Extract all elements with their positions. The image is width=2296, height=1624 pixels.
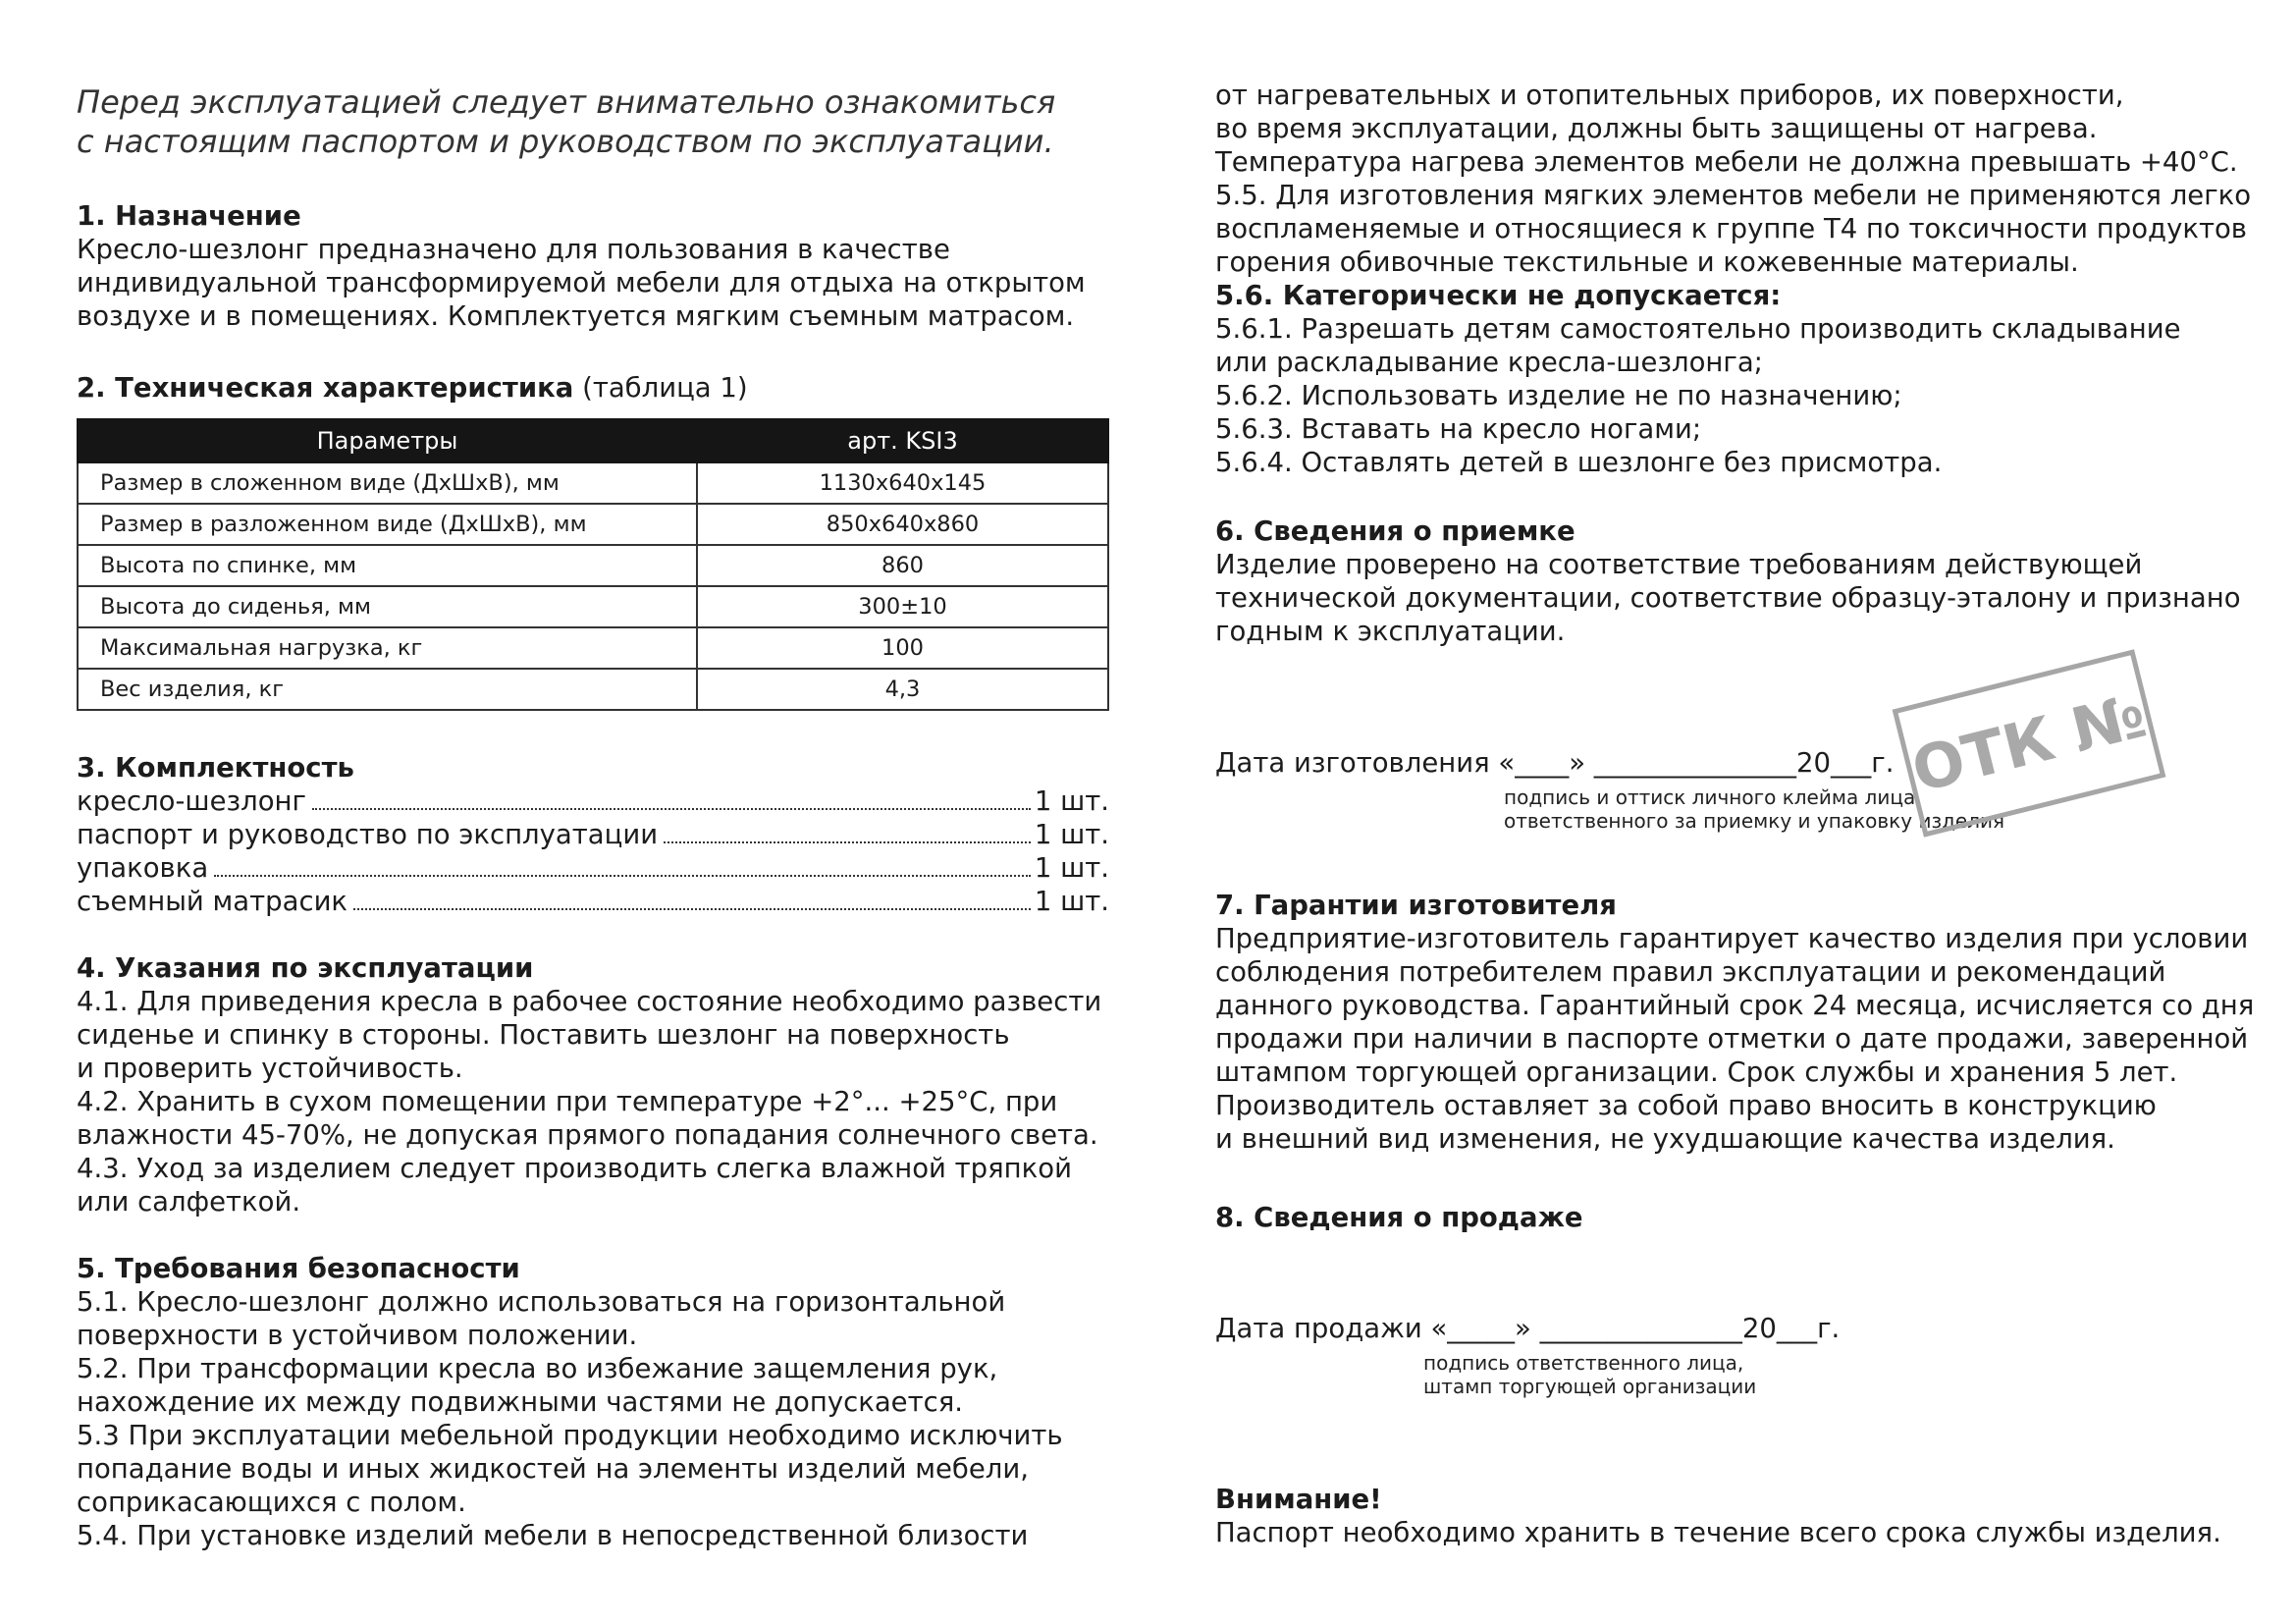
table-row <box>78 462 1108 504</box>
table-header-row <box>78 419 1108 462</box>
list-item <box>77 818 1109 851</box>
table-header-params: Параметры <box>78 419 697 462</box>
section-3-title: 3. Комплектность <box>77 752 354 784</box>
attention-text: Паспорт необходимо хранить в течение всего срока службы изделия. <box>1215 1517 2221 1548</box>
section-2-title-row <box>77 371 748 405</box>
kit-item-qty: 1 шт. <box>1034 785 1109 817</box>
intro-note: Перед эксплуатацией следует внимательно ознакомиться с настоящим паспортом и руководством по эксплуатации. <box>77 83 1056 160</box>
attention-title: Внимание! <box>1215 1484 1382 1515</box>
section-7-text: Предприятие-изготовитель гарантирует качество изделия при условии соблюдения потребителем правил эксплуатации и рекомендаций данного руководства. Гарантийный срок 24 месяца, исчисляется со дня продажи при наличии в паспорте отметки о дате продажи, заверенной штампом торгующей организации. Срок службы и хранения 5 лет. Производитель оставляет за собой право вносить в конструкцию и внешний вид изменения, не ухудшающие качества изделия. <box>1215 923 2255 1155</box>
section-5-continued: от нагревательных и отопительных приборов, их поверхности, во время эксплуатации, должны быть защищены от нагрева. Температура нагрева элементов мебели не должна превышать +40°С. 5.5. Для изготовления мягких элементов мебели не применяются легко воспламеняемые и относящиеся к группе Т4 по токсичности продуктов горения обивочные текстильные и кожевенные материалы. <box>1215 80 2252 278</box>
table-row <box>78 586 1108 627</box>
table-cell-value: 850х640х860 <box>697 504 1108 545</box>
kit-item-name: упаковка <box>77 852 209 884</box>
section-7-title: 7. Гарантии изготовителя <box>1215 890 1617 921</box>
table-cell-value: 860 <box>697 545 1108 586</box>
table-row <box>78 627 1108 669</box>
list-item <box>77 785 1109 818</box>
table-cell-param: Размер в сложенном виде (ДхШхВ), мм <box>78 462 697 504</box>
kit-item-name: съемный матрасик <box>77 886 348 917</box>
section-4-title: 4. Указания по эксплуатации <box>77 952 534 984</box>
section-1-title: 1. Назначение <box>77 200 301 232</box>
dot-leader <box>664 841 1031 843</box>
kit-item-name: паспорт и руководство по эксплуатации <box>77 819 659 850</box>
table-row <box>78 669 1108 710</box>
spec-table <box>77 418 1109 711</box>
table-cell-param: Размер в разложенном виде (ДхШхВ), мм <box>78 504 697 545</box>
section-5-6-text: 5.6.1. Разрешать детям самостоятельно производить складывание или раскладывание кресла-шезлонга; 5.6.2. Использовать изделие не по назначению; 5.6.3. Вставать на кресло ногами; 5.6.4. Оставлять детей в шезлонге без присмотра. <box>1215 313 2181 478</box>
list-item <box>77 851 1109 885</box>
section-5-title: 5. Требования безопасности <box>77 1253 520 1284</box>
table-cell-param: Высота по спинке, мм <box>78 545 697 586</box>
section-5-text: 5.1. Кресло-шезлонг должно использоваться на горизонтальной поверхности в устойчивом положении. 5.2. При трансформации кресла во избежание защемления рук, нахождение их между подвижными частями не допускается. 5.3 При эксплуатации мебельной продукции необходимо исключить попадание воды и иных жидкостей на элементы изделий мебели, соприкасающихся с полом. 5.4. При установке изделий мебели в непосредственной близости <box>77 1286 1063 1551</box>
kit-item-name: кресло-шезлонг <box>77 785 306 817</box>
section-2-title-note: (таблица 1) <box>573 372 748 404</box>
section-1-text: Кресло-шезлонг предназначено для пользования в качестве индивидуальной трансформируемой мебели для отдыха на открытом воздухе и в помещениях. Комплектуется мягким съемным матрасом. <box>77 234 1086 332</box>
dot-leader <box>214 875 1031 877</box>
sale-date-line: Дата продажи «_____» _______________20___г. <box>1215 1313 1841 1344</box>
kit-item-qty: 1 шт. <box>1034 886 1109 917</box>
otk-stamp: ОТК № <box>1893 649 2166 837</box>
section-5-6-title: 5.6. Категорически не допускается: <box>1215 280 1782 311</box>
table-row <box>78 504 1108 545</box>
table-cell-param: Высота до сиденья, мм <box>78 586 697 627</box>
dot-leader <box>353 908 1031 910</box>
section-6-title: 6. Сведения о приемке <box>1215 515 1575 547</box>
kit-item-qty: 1 шт. <box>1034 819 1109 850</box>
table-cell-value: 100 <box>697 627 1108 669</box>
kit-item-qty: 1 шт. <box>1034 852 1109 884</box>
section-8-title: 8. Сведения о продаже <box>1215 1202 1583 1233</box>
section-4-text: 4.1. Для приведения кресла в рабочее состояние необходимо развести сиденье и спинку в стороны. Поставить шезлонг на поверхность и проверить устойчивость. 4.2. Хранить в сухом помещении при температуре +2°... +25°С, при влажности 45-70%, не допуская прямого попадания солнечного света. 4.3. Уход за изделием следует производить слегка влажной тряпкой или салфеткой. <box>77 986 1102 1218</box>
dot-leader <box>312 808 1031 810</box>
manufacture-date-caption: подпись и оттиск личного клейма лица, ответственного за приемку и упаковку изделия <box>1504 785 2005 833</box>
table-row <box>78 545 1108 586</box>
table-cell-value: 4,3 <box>697 669 1108 710</box>
table-cell-value: 1130х640х145 <box>697 462 1108 504</box>
section-6-text: Изделие проверено на соответствие требованиям действующей технической документации, соответствие образцу-эталону и признано годным к эксплуатации. <box>1215 549 2241 647</box>
list-item <box>77 885 1109 918</box>
table-cell-param: Вес изделия, кг <box>78 669 697 710</box>
table-header-article: арт. KSI3 <box>697 419 1108 462</box>
table-cell-value: 300±10 <box>697 586 1108 627</box>
table-cell-param: Максимальная нагрузка, кг <box>78 627 697 669</box>
section-2-title: 2. Техническая характеристика <box>77 372 574 404</box>
manufacture-date-line: Дата изготовления «____» _______________20___г. <box>1215 747 1895 779</box>
sale-date-caption: подпись ответственного лица, штамп торгующей организации <box>1423 1351 1757 1398</box>
